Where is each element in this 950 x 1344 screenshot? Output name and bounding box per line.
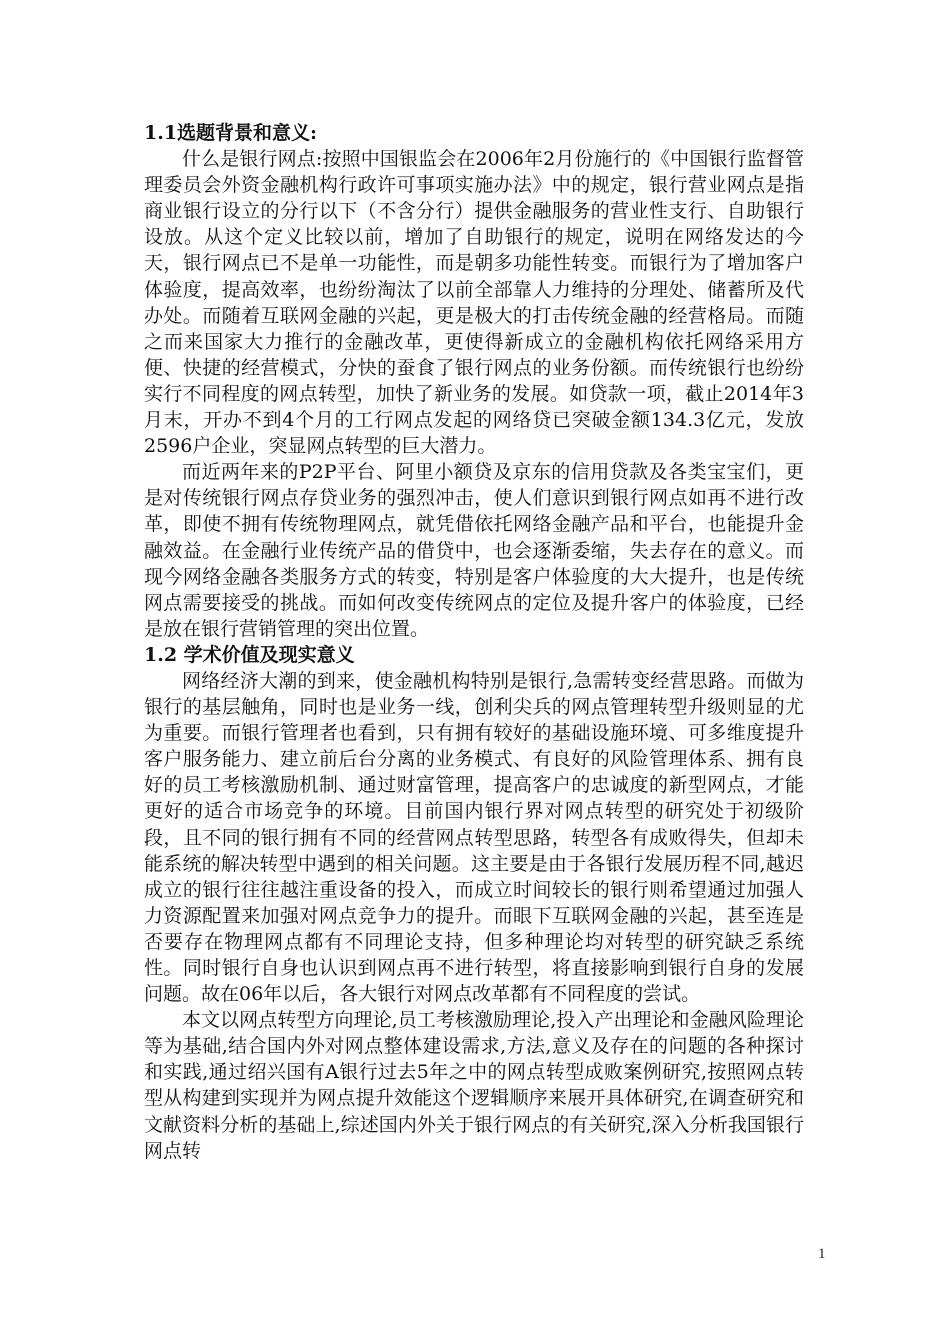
- section-heading-1-2: 1.2 学术价值及现实意义: [144, 643, 355, 666]
- paragraph-bank-outlet-definition: 什么是银行网点:按照中国银监会在2006年2月份施行的《中国银行监督管理委员会外资金融机构行政许可事项实施办法》中的规定，银行营业网点是指商业银行设立的分行以下（不含分行）提供金融服务的营业性支行、自助银行设放。从这个定义比较以前，增加了自助银行的规定，说明在网络发达的今天，银行网点已不是单一功能性，而是朝多功能性转变。而银行为了增加客户体验度，提高效率，也纷纷淘汰了以前全部靠人力维持的分理处、储蓄所及代办处。而随着互联网金融的兴起，更是极大的打击传统金融的经营格局。而随之而来国家大力推行的金融改革，更使得新成立的金融机构依托网络采用方便、快捷的经营模式，分快的蚕食了银行网点的业务份额。而传统银行也纷纷实行不同程度的网点转型，加快了新业务的发展。如贷款一项，截止2014年3月末，开办不到4个月的工行网点发起的网络贷已突破金额134.3亿元，发放2596户企业，突显网点转型的巨大潜力。: [144, 148, 804, 458]
- document-body: [144, 120, 804, 1164]
- paragraph-research-approach: 本文以网点转型方向理论,员工考核激励理论,投入产出理论和金融风险理论等为基础,结合国内外对网点整体建设需求,方法,意义及存在的问题的各种探讨和实践,通过绍兴国有A银行过去5年之中的网点转型成败案例研究,按照网点转型从构建到实现并为网点提升效能这个逻辑顺序来展开具体研究,在调查研究和文献资料分析的基础上,综述国内外关于银行网点的有关研究,深入分析我国银行网点转: [144, 1009, 804, 1162]
- paragraph-academic-value: 网络经济大潮的到来，使金融机构特别是银行,急需转变经营思路。而做为银行的基层触角，同时也是业务一线，创利尖兵的网点管理转型升级则显的尤为重要。而银行管理者也看到，只有拥有较好的基础设施环境、可多维度提升客户服务能力、建立前后台分离的业务模式、有良好的风险管理体系、拥有良好的员工考核激励机制、通过财富管理，提高客户的忠诚度的新型网点，才能更好的适合市场竞争的环境。目前国内银行界对网点转型的研究处于初级阶段，且不同的银行拥有不同的经营网点转型思路，转型各有成败得失，但却未能系统的解决转型中遇到的相关问题。这主要是由于各银行发展历程不同,越迟成立的银行往往越注重设备的投入，而成立时间较长的银行则希望通过加强人力资源配置来加强对网点竞争力的提升。而眼下互联网金融的兴起，甚至连是否要存在物理网点都有不同理论支持，但多种理论均对转型的研究缺乏系统性。同时银行自身也认识到网点再不进行转型，将直接影响到银行自身的发展问题。故在06年以后，各大银行对网点改革都有不同程度的尝试。: [144, 669, 804, 1006]
- section-heading-1-1: 1.1选题背景和意义:: [144, 122, 318, 144]
- page-number: 1: [818, 1246, 826, 1262]
- paragraph-internet-finance-impact: 而近两年来的P2P平台、阿里小额贷及京东的信用贷款及各类宝宝们，更是对传统银行网点存贷业务的强烈冲击，使人们意识到银行网点如再不进行改革，即使不拥有传统物理网点，就凭借依托网络金融产品和平台，也能提升金融效益。在金融行业传统产品的借贷中，也会逐渐委缩，失去存在的意义。而现今网络金融各类服务方式的转变，特别是客户体验度的大大提升，也是传统网点需要接受的挑战。而如何改变传统网点的定位及提升客户的体验度，已经是放在银行营销管理的突出位置。: [144, 461, 804, 640]
